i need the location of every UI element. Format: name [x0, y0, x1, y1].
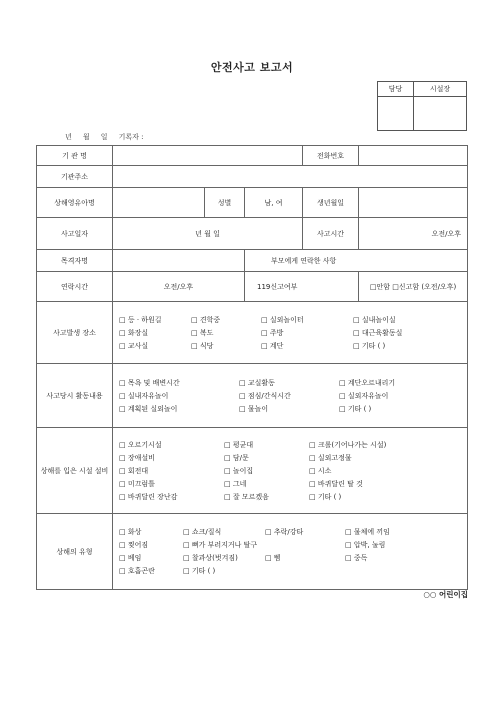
- activity-checkbox[interactable]: □ 계획된 실외놀이: [119, 404, 178, 413]
- activity-checkbox[interactable]: □ 교실활동: [239, 378, 275, 387]
- child-name-label: 상해영유아명: [37, 188, 113, 218]
- place-checkbox[interactable]: □ 주방: [261, 328, 284, 337]
- injury-label: 상해의 유형: [37, 514, 113, 590]
- facility-checkbox[interactable]: □ 그네: [224, 479, 247, 488]
- birth-label: 생년월일: [303, 188, 359, 218]
- approval-sign-manager[interactable]: [378, 97, 414, 131]
- injury-checkbox[interactable]: □ 삠: [265, 554, 281, 562]
- injury-checkbox[interactable]: □ 압박, 눌림: [345, 541, 386, 549]
- activity-label: 사고당시 활동내용: [37, 364, 113, 428]
- facility-checkbox[interactable]: □ 크롤(기어나가는 시설): [309, 440, 387, 449]
- injury-checkbox[interactable]: □ 추락/강타: [265, 528, 304, 536]
- address-label: 기관주소: [37, 166, 113, 188]
- injury-checkbox[interactable]: □ 호흡곤란: [119, 567, 155, 575]
- facility-checkbox[interactable]: □ 시소: [309, 466, 332, 475]
- facility-label: 상해를 입은 시설 설비: [37, 428, 113, 514]
- place-checkbox[interactable]: □ 등 · 하원길: [119, 315, 162, 324]
- facility-checkbox[interactable]: □ 놀이집: [224, 466, 254, 475]
- report-form: [36, 145, 468, 590]
- contact-time-label: 연락시간: [37, 272, 113, 302]
- facility-checkbox[interactable]: □ 바퀴달린 탈 것: [309, 479, 363, 488]
- report-119-options[interactable]: □안함 □신고함 (오전/오후): [359, 272, 468, 302]
- activity-checkbox[interactable]: □ 실외자유놀이: [339, 391, 389, 400]
- activity-checkbox[interactable]: □ 물놀이: [239, 404, 269, 413]
- parent-contact-field[interactable]: 부모에게 연락한 사항: [245, 250, 468, 272]
- address-field[interactable]: [113, 166, 468, 188]
- facility-checkbox[interactable]: □ 바퀴달린 장난감: [119, 492, 178, 501]
- place-checkbox[interactable]: □ 대근육활동실: [353, 328, 403, 337]
- activity-checkbox[interactable]: □ 목욕 및 배변시간: [119, 378, 180, 387]
- accident-date-label: 사고일자: [37, 218, 113, 250]
- accident-date-field[interactable]: 년 월 일: [113, 218, 303, 250]
- facility-checkbox[interactable]: □ 실외고정물: [309, 453, 352, 462]
- injury-checkbox[interactable]: □ 찢어짐: [119, 541, 149, 549]
- phone-label: 전화번호: [303, 146, 359, 166]
- approval-sign-director[interactable]: [414, 97, 467, 131]
- child-name-field[interactable]: [113, 188, 205, 218]
- injury-checkbox[interactable]: □ 찰과상(벗겨짐): [183, 554, 238, 562]
- injury-empty-cell: [345, 566, 455, 576]
- facility-checkbox[interactable]: □ 평균대: [224, 440, 254, 449]
- place-checkbox[interactable]: □ 실내놀이실: [353, 315, 396, 324]
- facility-checkbox[interactable]: □ 기타 ( ): [309, 492, 342, 501]
- activity-checkbox[interactable]: □ 점심/간식시간: [239, 391, 291, 400]
- place-label: 사고발생 장소: [37, 302, 113, 364]
- witness-field[interactable]: [113, 250, 245, 272]
- place-checkbox[interactable]: □ 기타 ( ): [353, 341, 386, 350]
- facility-checkbox[interactable]: □ 장애설비: [119, 453, 155, 462]
- injury-checkbox[interactable]: □ 뼈가 부러지거나 탈구: [183, 541, 258, 549]
- injury-checkbox[interactable]: □ 화상: [119, 528, 142, 536]
- activity-options: [113, 364, 468, 428]
- report-119-label: 119신고여부: [245, 272, 359, 302]
- injury-empty-cell: [265, 566, 345, 576]
- facility-checkbox[interactable]: □ 잘 모르겠음: [224, 492, 269, 501]
- contact-time-field[interactable]: 오전/오후: [113, 272, 245, 302]
- sex-options[interactable]: 남, 여: [245, 188, 303, 218]
- place-checkbox[interactable]: □ 식당: [191, 341, 214, 350]
- place-checkbox[interactable]: □ 교사실: [119, 341, 149, 350]
- place-checkbox[interactable]: □ 견학중: [191, 315, 221, 324]
- approval-col-director: 시설장: [414, 82, 467, 97]
- place-checkbox[interactable]: □ 화장실: [119, 328, 149, 337]
- phone-field[interactable]: [359, 146, 468, 166]
- facility-checkbox[interactable]: □ 오르기시설: [119, 440, 162, 449]
- writer-line: 년 월 일 기록자 :: [65, 133, 144, 141]
- injury-checkbox[interactable]: □ 베임: [119, 554, 142, 562]
- accident-time-field[interactable]: 오전/오후: [359, 218, 468, 250]
- page-title: 안전사고 보고서: [210, 61, 294, 74]
- activity-checkbox[interactable]: □ 기타 ( ): [339, 404, 372, 413]
- injury-checkbox[interactable]: □ 물체에 끼임: [345, 528, 390, 536]
- sex-label: 성별: [205, 188, 245, 218]
- activity-checkbox[interactable]: □ 실내자유놀이: [119, 391, 169, 400]
- activity-checkbox[interactable]: □ 계단오르내리기: [339, 378, 396, 387]
- birth-field[interactable]: [359, 188, 468, 218]
- injury-checkbox[interactable]: □ 기타 ( ): [183, 567, 216, 575]
- place-checkbox[interactable]: □ 복도: [191, 328, 214, 337]
- place-checkbox[interactable]: □ 계단: [261, 341, 284, 350]
- place-options: [113, 302, 468, 364]
- facility-checkbox[interactable]: □ 미끄럼틀: [119, 479, 155, 488]
- institution-label: 기 관 명: [37, 146, 113, 166]
- institution-field[interactable]: [113, 146, 303, 166]
- injury-checkbox[interactable]: □ 쇼크/질식: [183, 528, 222, 536]
- witness-label: 목격자명: [37, 250, 113, 272]
- injury-options: [113, 514, 468, 590]
- facility-checkbox[interactable]: □ 담/문: [224, 453, 249, 462]
- injury-empty-cell: [265, 540, 345, 550]
- accident-time-label: 사고시간: [303, 218, 359, 250]
- approval-box: [377, 81, 467, 131]
- injury-checkbox[interactable]: □ 중독: [345, 554, 368, 562]
- footer-institution: ○○ 어린이집: [423, 590, 468, 599]
- facility-options: [113, 428, 468, 514]
- approval-col-manager: 담당: [378, 82, 414, 97]
- facility-checkbox[interactable]: □ 회전대: [119, 466, 149, 475]
- place-checkbox[interactable]: □ 실외놀이터: [261, 315, 304, 324]
